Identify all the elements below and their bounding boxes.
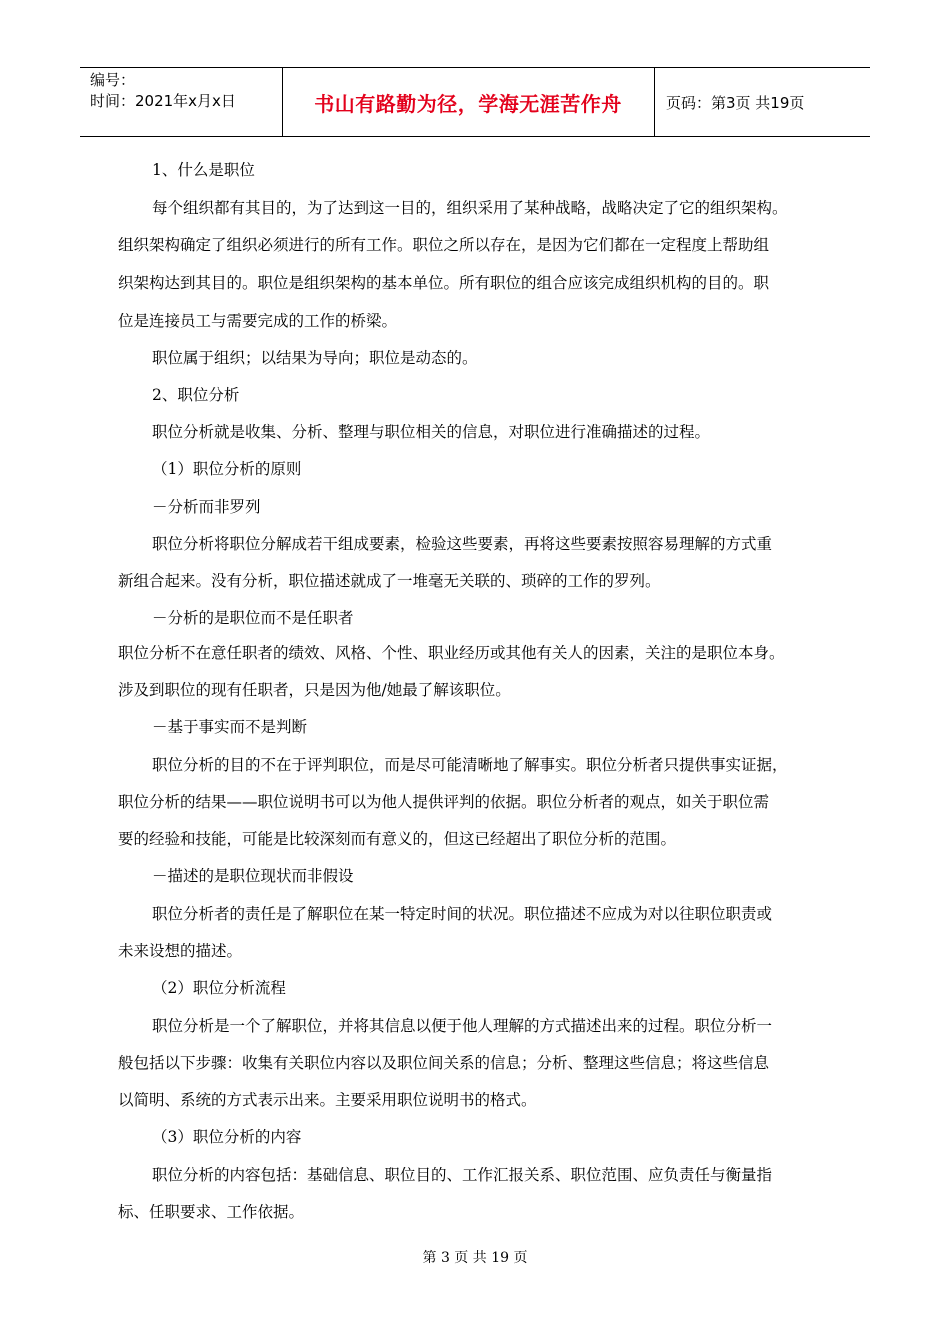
page-footer: 第 3 页 共 19 页 [422, 1250, 528, 1266]
principle-heading: －分析的是职位而不是任职者 [152, 609, 354, 627]
paragraph-line: 要的经验和技能，可能是比较深刻而有意义的，但这已经超出了职位分析的范围。 [118, 830, 677, 848]
paragraph-line: 织架构达到其目的。职位是组织架构的基本单位。所有职位的组合应该完成组织机构的目的。职 [118, 274, 770, 292]
paragraph-line: 每个组织都有其目的，为了达到这一目的，组织采用了某种战略，战略决定了它的组织架构。 [152, 199, 788, 217]
paragraph-line: 标、任职要求、工作依据。 [118, 1203, 305, 1221]
header-divider [654, 68, 655, 136]
document-header [80, 67, 870, 137]
paragraph-line: 未来设想的描述。 [118, 942, 243, 960]
paragraph-line: 职位分析就是收集、分析、整理与职位相关的信息，对职位进行准确描述的过程。 [152, 423, 711, 441]
document-time-label: 时间：2021年x月x日 [90, 92, 236, 110]
document-number-label: 编号： [90, 71, 136, 89]
header-page-number: 页码：第3页 共19页 [666, 94, 805, 112]
section-heading: 1、什么是职位 [152, 161, 255, 179]
paragraph-line: 新组合起来。没有分析，职位描述就成了一堆毫无关联的、琐碎的工作的罗列。 [118, 572, 661, 590]
section-heading: 2、职位分析 [152, 386, 240, 404]
paragraph-line: 职位分析将职位分解成若干组成要素，检验这些要素，再将这些要素按照容易理解的方式重 [152, 535, 773, 553]
subsection-heading: （3）职位分析的内容 [152, 1128, 302, 1146]
subsection-heading: （2）职位分析流程 [152, 979, 286, 997]
paragraph-line: 职位分析的目的不在于评判职位，而是尽可能清晰地了解事实。职位分析者只提供事实证据， [152, 756, 788, 774]
paragraph-line: 涉及到职位的现有任职者，只是因为他/她最了解该职位。 [118, 681, 511, 699]
principle-heading: －描述的是职位现状而非假设 [152, 867, 354, 885]
paragraph-line: 以简明、系统的方式表示出来。主要采用职位说明书的格式。 [118, 1091, 537, 1109]
paragraph-line: 组织架构确定了组织必须进行的所有工作。职位之所以存在，是因为它们都在一定程度上帮助组 [118, 236, 770, 254]
header-motto: 书山有路勤为径，学海无涯苦作舟 [314, 92, 622, 116]
paragraph-line: 般包括以下步骤：收集有关职位内容以及职位间关系的信息；分析、整理这些信息；将这些信息 [118, 1054, 770, 1072]
paragraph-line: 职位分析的内容包括：基础信息、职位目的、工作汇报关系、职位范围、应负责任与衡量指 [152, 1166, 773, 1184]
principle-heading: －分析而非罗列 [152, 498, 261, 516]
paragraph-line: 位是连接员工与需要完成的工作的桥梁。 [118, 312, 398, 330]
principle-heading: －基于事实而不是判断 [152, 718, 308, 736]
paragraph-line: 职位分析者的责任是了解职位在某一特定时间的状况。职位描述不应成为对以往职位职责或 [152, 905, 773, 923]
paragraph-line: 职位分析是一个了解职位，并将其信息以便于他人理解的方式描述出来的过程。职位分析一 [152, 1017, 773, 1035]
header-info [90, 70, 236, 112]
subsection-heading: （1）职位分析的原则 [152, 460, 302, 478]
paragraph-line: 职位分析不在意任职者的绩效、风格、个性、职业经历或其他有关人的因素，关注的是职位本身。 [118, 644, 785, 662]
paragraph-line: 职位分析的结果——职位说明书可以为他人提供评判的依据。职位分析者的观点，如关于职位需 [118, 793, 770, 811]
paragraph-line: 职位属于组织；以结果为导向；职位是动态的。 [152, 349, 478, 367]
